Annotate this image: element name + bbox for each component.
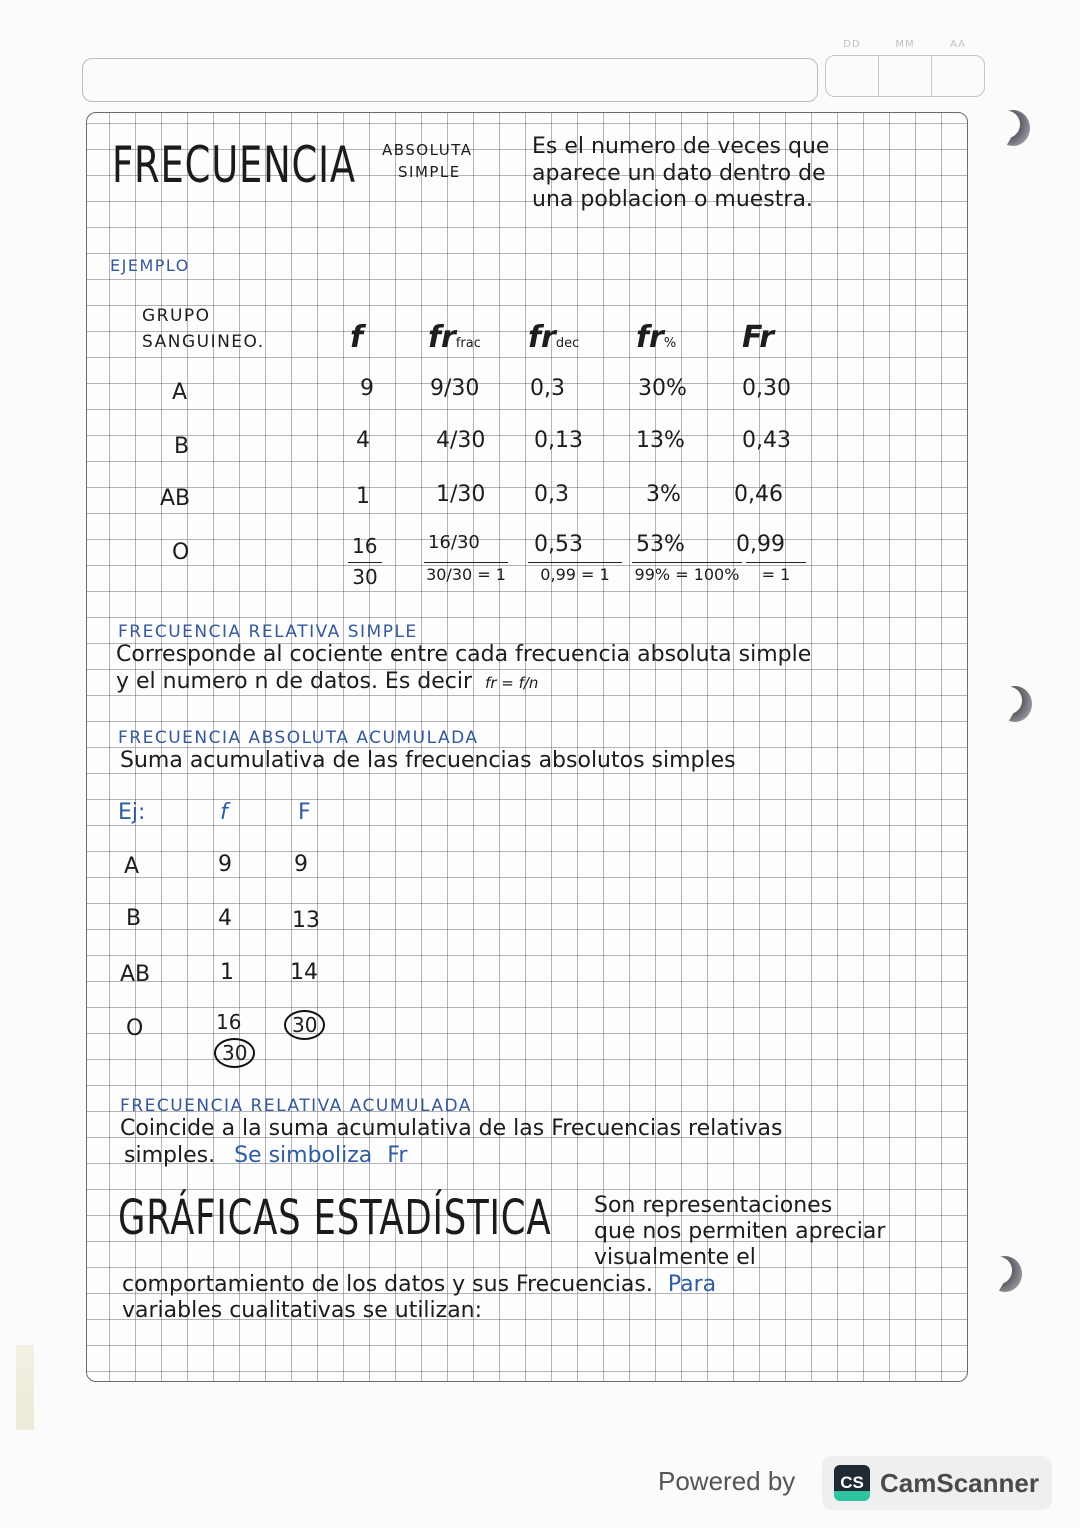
cell-f: 4 bbox=[356, 428, 370, 453]
binder-ring-icon bbox=[988, 1256, 1022, 1292]
row-header-line-2: SANGUINEO. bbox=[142, 332, 265, 352]
cell-F: 13 bbox=[292, 908, 320, 933]
col-header-f: f bbox=[220, 800, 228, 825]
cell-fr-dec: 0,3 bbox=[534, 482, 569, 507]
binder-ring-icon bbox=[996, 110, 1030, 146]
relativa-acumulada-text-1: Coincide a la suma acumulativa de las Frecuencias relativas bbox=[120, 1116, 783, 1141]
absoluta-acumulada-text: Suma acumulativa de las frecuencias absolutos simples bbox=[120, 748, 736, 773]
cell-group: B bbox=[174, 434, 190, 459]
total-f-circled: 30 bbox=[214, 1038, 255, 1068]
total-fr-dec: 0,99 = 1 bbox=[528, 562, 622, 584]
cell-F: 9 bbox=[294, 852, 308, 877]
cell-F-circled: 30 bbox=[284, 1010, 325, 1040]
cell-group: AB bbox=[120, 962, 151, 987]
col-header-fr-pct: fr% bbox=[636, 320, 677, 355]
cell-f: 1 bbox=[356, 484, 370, 509]
subtitle-absoluta: ABSOLUTA bbox=[382, 141, 473, 159]
graficas-text-1: comportamiento de los datos y sus Frecuencias. Para bbox=[122, 1272, 717, 1297]
graficas-text-2: variables cualitativas se utilizan: bbox=[122, 1298, 483, 1323]
cell-fr-dec: 0,53 bbox=[534, 532, 583, 557]
cell-fr-pct: 3% bbox=[646, 482, 681, 507]
definition-line-1: Es el numero de veces que bbox=[532, 134, 830, 159]
cell-group: B bbox=[126, 906, 142, 931]
date-cell-day bbox=[826, 39, 879, 96]
definition-line-3: una poblacion o muestra. bbox=[532, 187, 813, 212]
col-header-F: F bbox=[298, 800, 311, 825]
col-header-fr-frac: frfrac bbox=[428, 320, 481, 355]
camscanner-badge bbox=[822, 1456, 1052, 1510]
section-title-relativa-acumulada: FRECUENCIA RELATIVA ACUMULADA bbox=[120, 1096, 472, 1116]
cell-f: 9 bbox=[218, 852, 232, 877]
cell-fr-pct: 53% bbox=[636, 532, 685, 557]
definition-line-2: aparece un dato dentro de bbox=[532, 161, 826, 186]
col-header-fr-dec: frdec bbox=[528, 320, 580, 355]
date-field-box bbox=[825, 39, 985, 97]
relativa-acumulada-text-2: simples. Se simboliza Fr bbox=[124, 1143, 408, 1168]
cell-f: 9 bbox=[360, 376, 374, 401]
cell-fr-frac: 1/30 bbox=[436, 482, 486, 507]
section-title-frecuencia: FRECUENCIA bbox=[112, 136, 356, 194]
cell-Fr: 0,46 bbox=[734, 482, 783, 507]
cell-f: 4 bbox=[218, 906, 232, 931]
symbol-Fr: Fr bbox=[387, 1143, 408, 1168]
example-label-ej: Ej: bbox=[118, 800, 146, 825]
cell-F: 14 bbox=[290, 960, 318, 985]
date-label-year: AA bbox=[950, 39, 966, 50]
date-cell-year bbox=[932, 39, 984, 96]
cell-group: A bbox=[124, 854, 140, 879]
total-fr-pct: 99% = 100% bbox=[632, 562, 742, 584]
cell-group: O bbox=[172, 540, 190, 565]
section-title-graficas: GRÁFICAS ESTADÍSTICA bbox=[118, 1190, 552, 1246]
binder-ring-icon bbox=[998, 686, 1032, 722]
cell-fr-dec: 0,13 bbox=[534, 428, 583, 453]
cell-group: O bbox=[126, 1016, 144, 1041]
subtitle-simple: SIMPLE bbox=[398, 163, 461, 181]
cell-fr-pct: 30% bbox=[638, 376, 687, 401]
camscanner-logo-icon: CS bbox=[834, 1465, 870, 1501]
cell-fr-frac: 9/30 bbox=[430, 376, 480, 401]
cell-Fr: 0,43 bbox=[742, 428, 791, 453]
graficas-definition-1: Son representaciones bbox=[594, 1193, 833, 1218]
relativa-simple-text-1: Corresponde al cociente entre cada frecuencia absoluta simple bbox=[116, 642, 812, 667]
scan-edge-artifact bbox=[16, 1345, 34, 1430]
row-header-line-1: GRUPO bbox=[142, 306, 211, 326]
camscanner-brand-name: CamScanner bbox=[880, 1467, 1039, 1498]
cell-group: AB bbox=[160, 486, 191, 511]
cell-f: 1 bbox=[220, 960, 234, 985]
total-Fr: = 1 bbox=[746, 562, 806, 584]
cell-Fr: 0,30 bbox=[742, 376, 791, 401]
graficas-definition-2: que nos permiten apreciar bbox=[594, 1219, 886, 1244]
date-cell-month bbox=[879, 39, 932, 96]
cell-fr-frac: 4/30 bbox=[436, 428, 486, 453]
section-title-absoluta-acumulada: FRECUENCIA ABSOLUTA ACUMULADA bbox=[118, 728, 479, 748]
cell-fr-frac: 16/30 bbox=[428, 532, 480, 553]
graficas-definition-3: visualmente el bbox=[594, 1245, 756, 1270]
name-field-box bbox=[82, 58, 818, 102]
example-label: EJEMPLO bbox=[110, 256, 190, 275]
cell-fr-pct: 13% bbox=[636, 428, 685, 453]
cell-fr-dec: 0,3 bbox=[530, 376, 565, 401]
col-header-Fr: Fr bbox=[742, 320, 774, 355]
total-f: 30 bbox=[348, 562, 382, 589]
cell-group: A bbox=[172, 380, 188, 405]
col-header-f: f bbox=[350, 320, 364, 355]
section-title-relativa-simple: FRECUENCIA RELATIVA SIMPLE bbox=[118, 622, 418, 642]
formula-fr: fr = f/n bbox=[485, 674, 539, 692]
powered-by-label: Powered by bbox=[658, 1466, 796, 1496]
cell-Fr: 0,99 bbox=[736, 532, 785, 557]
cell-f: 16 bbox=[352, 534, 378, 558]
date-label-day: DD bbox=[843, 39, 861, 50]
cell-f: 16 bbox=[216, 1010, 242, 1034]
relativa-simple-text-2: y el numero n de datos. Es decir fr = f/n bbox=[116, 669, 539, 694]
total-fr-frac: 30/30 = 1 bbox=[424, 562, 508, 584]
date-label-month: MM bbox=[895, 39, 915, 50]
